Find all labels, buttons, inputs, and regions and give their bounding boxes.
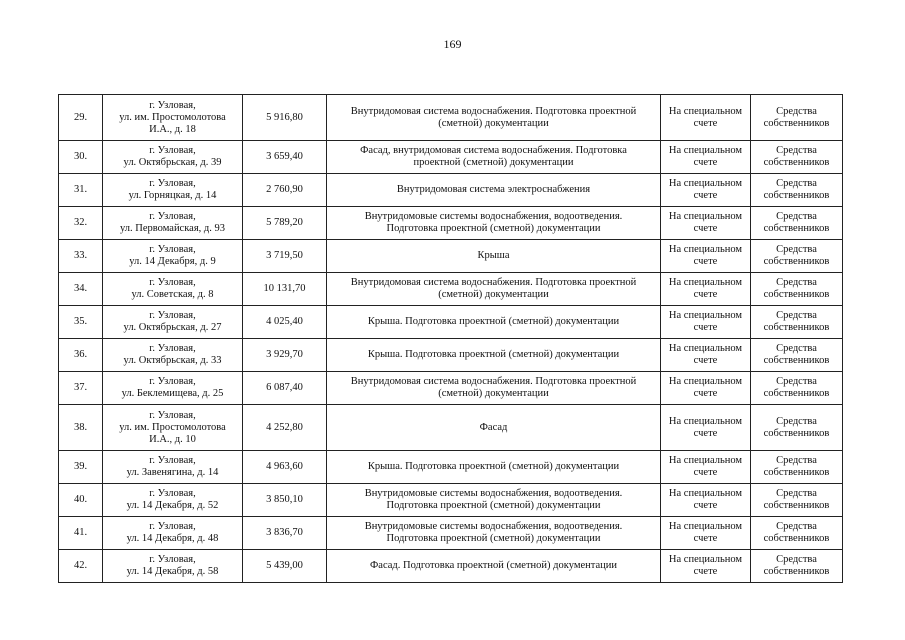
- fund-source-cell-line: Средства: [776, 178, 817, 189]
- address-cell: [103, 174, 243, 207]
- works-cell: [327, 451, 661, 484]
- fund-method-cell-line: счете: [693, 388, 718, 399]
- works-cell-line: Внутридомовые системы водоснабжения, водоотведения.: [364, 521, 623, 532]
- fund-method-cell: [661, 405, 751, 451]
- fund-method-cell-line: На специальном: [668, 554, 743, 565]
- fund-method-cell-line: На специальном: [668, 145, 743, 156]
- works-cell-line: (сметной) документации: [438, 388, 549, 399]
- fund-source-cell-line: Средства: [776, 415, 817, 427]
- fund-method-cell-line: счете: [693, 355, 718, 366]
- fund-method-cell-line: счете: [693, 256, 718, 267]
- works-cell: [327, 141, 661, 174]
- works-cell-line: Подготовка проектной (сметной) документации: [386, 500, 601, 511]
- fund-source-cell-line: Средства: [776, 488, 817, 499]
- works-cell: [327, 484, 661, 517]
- works-cell-line: проектной (сметной) документации: [413, 157, 574, 168]
- fund-method-cell-line: счете: [693, 289, 718, 300]
- works-cell-line: Фасад: [479, 421, 508, 433]
- table-row: [59, 550, 843, 583]
- row-number-cell: [59, 451, 103, 484]
- fund-source-cell: [751, 372, 843, 405]
- address-cell-line: г. Узловая,: [149, 343, 196, 354]
- fund-source-cell-line: Средства: [776, 376, 817, 387]
- capital-repair-table: [58, 94, 843, 583]
- address-cell-line: ул. 14 Декабря, д. 48: [126, 533, 219, 544]
- works-cell: [327, 339, 661, 372]
- address-cell-line: г. Узловая,: [149, 178, 196, 189]
- address-cell-line: г. Узловая,: [149, 99, 196, 111]
- area-cell: [243, 174, 327, 207]
- table-row: [59, 141, 843, 174]
- table-row: [59, 451, 843, 484]
- row-number-cell: [59, 405, 103, 451]
- fund-method-cell-line: счете: [693, 322, 718, 333]
- page-number: 169: [443, 37, 462, 51]
- area-cell-text: 4 963,60: [266, 461, 303, 472]
- works-cell-line: Внутридомовые системы водоснабжения, водоотведения.: [364, 488, 623, 499]
- row-number-cell-text: 38.: [73, 421, 88, 433]
- row-number-cell: [59, 306, 103, 339]
- works-cell: [327, 240, 661, 273]
- fund-method-cell-line: счете: [693, 157, 718, 168]
- fund-source-cell-line: собственников: [763, 566, 830, 577]
- fund-source-cell: [751, 451, 843, 484]
- fund-source-cell: [751, 405, 843, 451]
- fund-method-cell-line: счете: [693, 427, 718, 439]
- address-cell-line: ул. им. Простомолотова: [119, 421, 226, 433]
- fund-source-cell-line: собственников: [763, 190, 830, 201]
- row-number-cell-text: 32.: [73, 217, 88, 228]
- address-cell-line: ул. Октябрьская, д. 39: [123, 157, 222, 168]
- row-number-cell: [59, 207, 103, 240]
- works-cell-line: Внутридомовая система водоснабжения. Подготовка проектной: [350, 277, 637, 288]
- area-cell: [243, 240, 327, 273]
- area-cell: [243, 372, 327, 405]
- row-number-cell-text: 42.: [73, 560, 88, 571]
- fund-source-cell-line: Средства: [776, 455, 817, 466]
- row-number-cell-text: 40.: [73, 494, 88, 505]
- fund-method-cell-line: На специальном: [668, 277, 743, 288]
- fund-method-cell: [661, 141, 751, 174]
- address-cell: [103, 517, 243, 550]
- address-cell: [103, 141, 243, 174]
- fund-method-cell: [661, 339, 751, 372]
- address-cell-line: г. Узловая,: [149, 211, 196, 222]
- address-cell-line: ул. Октябрьская, д. 27: [123, 322, 222, 333]
- area-cell-text: 6 087,40: [266, 382, 303, 393]
- fund-source-cell-line: собственников: [763, 117, 830, 129]
- row-number-cell: [59, 141, 103, 174]
- works-cell: [327, 273, 661, 306]
- works-cell: [327, 372, 661, 405]
- address-cell-line: ул. Завенягина, д. 14: [126, 467, 219, 478]
- row-number-cell: [59, 174, 103, 207]
- fund-source-cell-line: собственников: [763, 427, 830, 439]
- works-cell-line: Крыша. Подготовка проектной (сметной) документации: [367, 349, 620, 360]
- fund-source-cell: [751, 240, 843, 273]
- area-cell-text: 5 789,20: [266, 217, 303, 228]
- fund-source-cell-line: собственников: [763, 223, 830, 234]
- works-cell-line: Крыша. Подготовка проектной (сметной) документации: [367, 461, 620, 472]
- fund-source-cell: [751, 174, 843, 207]
- address-cell-line: г. Узловая,: [149, 244, 196, 255]
- row-number-cell: [59, 372, 103, 405]
- fund-source-cell: [751, 484, 843, 517]
- works-cell-line: Внутридомовая система водоснабжения. Подготовка проектной: [350, 105, 637, 117]
- address-cell: [103, 273, 243, 306]
- fund-method-cell-line: На специальном: [668, 343, 743, 354]
- row-number-cell: [59, 550, 103, 583]
- fund-method-cell: [661, 95, 751, 141]
- fund-source-cell: [751, 141, 843, 174]
- fund-source-cell-line: Средства: [776, 244, 817, 255]
- fund-source-cell-line: собственников: [763, 157, 830, 168]
- works-cell: [327, 517, 661, 550]
- address-cell-line: г. Узловая,: [149, 277, 196, 288]
- area-cell-text: 4 025,40: [266, 316, 303, 327]
- works-cell: [327, 95, 661, 141]
- area-cell-text: 3 659,40: [266, 151, 303, 162]
- works-cell-line: Внутридомовая система водоснабжения. Подготовка проектной: [350, 376, 637, 387]
- fund-source-cell-line: Средства: [776, 554, 817, 565]
- address-cell: [103, 306, 243, 339]
- fund-source-cell: [751, 306, 843, 339]
- fund-method-cell-line: На специальном: [668, 105, 743, 117]
- area-cell-text: 3 836,70: [266, 527, 303, 538]
- address-cell-line: ул. 14 Декабря, д. 9: [129, 256, 216, 267]
- table-row: [59, 484, 843, 517]
- works-cell-line: Подготовка проектной (сметной) документации: [386, 223, 601, 234]
- table-body: [59, 95, 843, 583]
- row-number-cell: [59, 95, 103, 141]
- fund-method-cell-line: На специальном: [668, 244, 743, 255]
- fund-source-cell-line: собственников: [763, 467, 830, 478]
- address-cell: [103, 372, 243, 405]
- fund-source-cell-line: собственников: [763, 533, 830, 544]
- fund-method-cell-line: счете: [693, 566, 718, 577]
- works-cell: [327, 306, 661, 339]
- row-number-cell-text: 35.: [73, 316, 88, 327]
- address-cell-line: И.А., д. 18: [149, 123, 196, 135]
- fund-method-cell: [661, 174, 751, 207]
- address-cell-line: г. Узловая,: [149, 376, 196, 387]
- area-cell: [243, 517, 327, 550]
- works-cell-line: Фасад, внутридомовая система водоснабжения. Подготовка: [360, 145, 627, 156]
- table-row: [59, 240, 843, 273]
- works-cell-line: Крыша: [477, 250, 510, 261]
- address-cell-line: ул. им. Простомолотова: [119, 111, 226, 123]
- fund-method-cell-line: На специальном: [668, 488, 743, 499]
- fund-source-cell-line: Средства: [776, 277, 817, 288]
- table-row: [59, 339, 843, 372]
- works-cell: [327, 405, 661, 451]
- fund-source-cell-line: Средства: [776, 211, 817, 222]
- fund-source-cell: [751, 95, 843, 141]
- works-cell: [327, 174, 661, 207]
- row-number-cell: [59, 484, 103, 517]
- area-cell-text: 3 719,50: [266, 250, 303, 261]
- fund-method-cell-line: счете: [693, 500, 718, 511]
- fund-method-cell: [661, 372, 751, 405]
- row-number-cell-text: 31.: [73, 184, 88, 195]
- area-cell-text: 2 760,90: [266, 184, 303, 195]
- fund-source-cell-line: Средства: [776, 310, 817, 321]
- fund-source-cell-line: собственников: [763, 322, 830, 333]
- table-row: [59, 273, 843, 306]
- fund-source-cell-line: собственников: [763, 256, 830, 267]
- address-cell-line: г. Узловая,: [149, 521, 196, 532]
- address-cell-line: И.А., д. 10: [149, 433, 196, 445]
- fund-source-cell-line: Средства: [776, 145, 817, 156]
- area-cell-text: 3 929,70: [266, 349, 303, 360]
- fund-source-cell-line: собственников: [763, 355, 830, 366]
- fund-method-cell-line: счете: [693, 533, 718, 544]
- fund-source-cell: [751, 517, 843, 550]
- works-cell: [327, 207, 661, 240]
- fund-method-cell: [661, 273, 751, 306]
- table-row: [59, 174, 843, 207]
- address-cell-line: г. Узловая,: [149, 488, 196, 499]
- row-number-cell-text: 37.: [73, 382, 88, 393]
- table-row: [59, 405, 843, 451]
- area-cell-text: 5 439,00: [266, 560, 303, 571]
- fund-method-cell: [661, 207, 751, 240]
- fund-method-cell: [661, 517, 751, 550]
- row-number-cell-text: 33.: [73, 250, 88, 261]
- fund-method-cell: [661, 306, 751, 339]
- fund-method-cell: [661, 550, 751, 583]
- area-cell: [243, 405, 327, 451]
- address-cell: [103, 405, 243, 451]
- fund-method-cell-line: счете: [693, 190, 718, 201]
- table-row: [59, 207, 843, 240]
- area-cell: [243, 339, 327, 372]
- fund-method-cell: [661, 484, 751, 517]
- works-cell-line: (сметной) документации: [438, 289, 549, 300]
- table-row: [59, 95, 843, 141]
- fund-source-cell-line: собственников: [763, 500, 830, 511]
- area-cell: [243, 306, 327, 339]
- address-cell-line: г. Узловая,: [149, 554, 196, 565]
- row-number-cell-text: 34.: [73, 283, 88, 294]
- address-cell-line: ул. Беклемищева, д. 25: [121, 388, 224, 399]
- address-cell: [103, 484, 243, 517]
- fund-source-cell: [751, 339, 843, 372]
- works-cell-line: Внутридомовая система электроснабжения: [396, 184, 591, 195]
- fund-method-cell-line: На специальном: [668, 455, 743, 466]
- row-number-cell: [59, 339, 103, 372]
- area-cell: [243, 95, 327, 141]
- row-number-cell-text: 39.: [73, 461, 88, 472]
- table-row: [59, 306, 843, 339]
- fund-source-cell: [751, 550, 843, 583]
- address-cell-line: г. Узловая,: [149, 409, 196, 421]
- area-cell-text: 5 916,80: [266, 111, 303, 123]
- table-row: [59, 372, 843, 405]
- fund-source-cell-line: Средства: [776, 343, 817, 354]
- row-number-cell-text: 41.: [73, 527, 88, 538]
- fund-method-cell-line: счете: [693, 467, 718, 478]
- fund-method-cell-line: На специальном: [668, 310, 743, 321]
- address-cell: [103, 550, 243, 583]
- address-cell-line: г. Узловая,: [149, 145, 196, 156]
- area-cell: [243, 141, 327, 174]
- fund-method-cell-line: счете: [693, 223, 718, 234]
- fund-source-cell-line: Средства: [776, 521, 817, 532]
- address-cell: [103, 240, 243, 273]
- table-row: [59, 517, 843, 550]
- works-cell-line: Крыша. Подготовка проектной (сметной) документации: [367, 316, 620, 327]
- area-cell: [243, 273, 327, 306]
- fund-source-cell: [751, 207, 843, 240]
- works-cell-line: Внутридомовые системы водоснабжения, водоотведения.: [364, 211, 623, 222]
- area-cell-text: 4 252,80: [266, 421, 303, 433]
- fund-source-cell: [751, 273, 843, 306]
- fund-source-cell-line: собственников: [763, 289, 830, 300]
- fund-method-cell-line: счете: [693, 117, 718, 129]
- address-cell-line: ул. Горняцкая, д. 14: [128, 190, 217, 201]
- address-cell-line: ул. Октябрьская, д. 33: [123, 355, 222, 366]
- address-cell: [103, 207, 243, 240]
- area-cell-text: 3 850,10: [266, 494, 303, 505]
- row-number-cell-text: 36.: [73, 349, 88, 360]
- address-cell: [103, 451, 243, 484]
- address-cell: [103, 339, 243, 372]
- works-cell: [327, 550, 661, 583]
- area-cell: [243, 550, 327, 583]
- row-number-cell-text: 30.: [73, 151, 88, 162]
- fund-method-cell-line: На специальном: [668, 521, 743, 532]
- row-number-cell: [59, 273, 103, 306]
- address-cell-line: ул. 14 Декабря, д. 52: [126, 500, 219, 511]
- area-cell-text: 10 131,70: [263, 283, 306, 294]
- address-cell-line: г. Узловая,: [149, 310, 196, 321]
- address-cell: [103, 95, 243, 141]
- works-cell-line: (сметной) документации: [438, 117, 549, 129]
- fund-method-cell: [661, 451, 751, 484]
- address-cell-line: г. Узловая,: [149, 455, 196, 466]
- fund-method-cell-line: На специальном: [668, 415, 743, 427]
- area-cell: [243, 207, 327, 240]
- fund-method-cell-line: На специальном: [668, 376, 743, 387]
- works-cell-line: Подготовка проектной (сметной) документации: [386, 533, 601, 544]
- fund-method-cell-line: На специальном: [668, 178, 743, 189]
- works-cell-line: Фасад. Подготовка проектной (сметной) документации: [370, 560, 617, 571]
- area-cell: [243, 484, 327, 517]
- fund-source-cell-line: Средства: [776, 105, 817, 117]
- row-number-cell-text: 29.: [73, 111, 88, 123]
- area-cell: [243, 451, 327, 484]
- address-cell-line: ул. Первомайская, д. 93: [120, 223, 225, 234]
- row-number-cell: [59, 240, 103, 273]
- row-number-cell: [59, 517, 103, 550]
- address-cell-line: ул. 14 Декабря, д. 58: [126, 566, 219, 577]
- fund-method-cell-line: На специальном: [668, 211, 743, 222]
- address-cell-line: ул. Советская, д. 8: [131, 289, 214, 300]
- fund-method-cell: [661, 240, 751, 273]
- fund-source-cell-line: собственников: [763, 388, 830, 399]
